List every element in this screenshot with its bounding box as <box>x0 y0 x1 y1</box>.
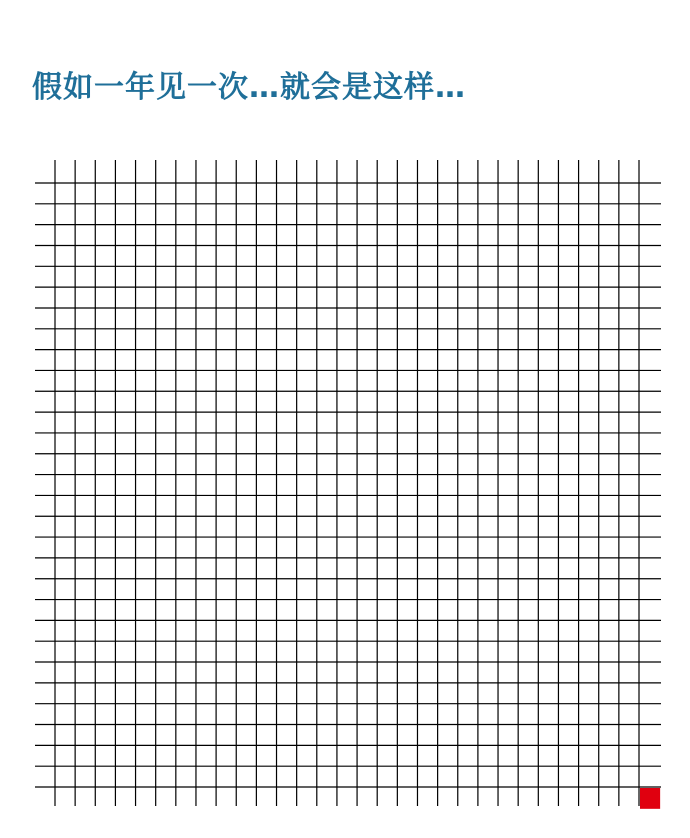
page-title: 假如一年见一次…就会是这样… <box>32 70 466 105</box>
highlighted-cell <box>640 788 660 809</box>
